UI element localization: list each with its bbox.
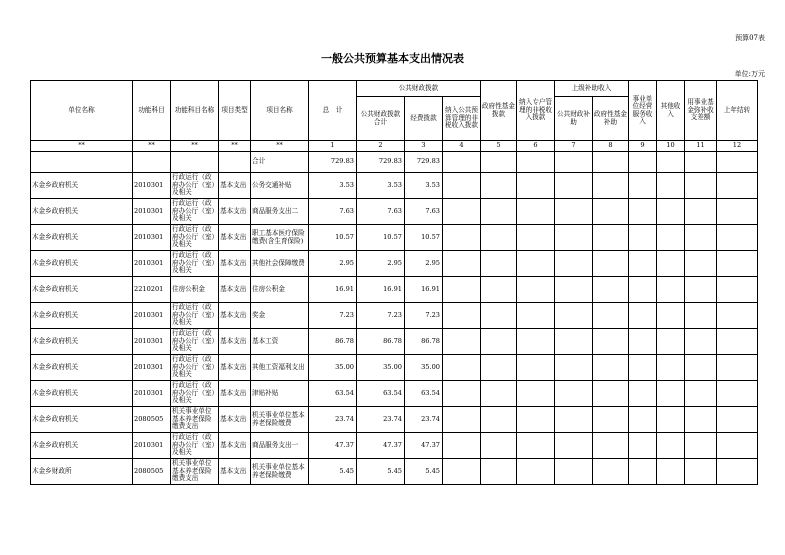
empty-cell bbox=[657, 381, 685, 407]
unit-name-cell: 木金乡财政所 bbox=[31, 459, 133, 485]
empty-cell bbox=[629, 381, 657, 407]
index-cell: 12 bbox=[717, 141, 758, 152]
table-header bbox=[31, 81, 758, 152]
index-cell: ** bbox=[31, 141, 133, 152]
empty-cell bbox=[657, 407, 685, 433]
unit-name-cell: 木金乡政府机关 bbox=[31, 173, 133, 199]
table-row bbox=[31, 433, 758, 459]
empty-cell bbox=[593, 329, 629, 355]
form-number: 预算07表 bbox=[735, 34, 765, 42]
empty-cell bbox=[443, 173, 481, 199]
funding-cell: 23.74 bbox=[405, 407, 443, 433]
item-name-cell: 商品服务支出二 bbox=[251, 199, 309, 225]
table-row bbox=[31, 199, 758, 225]
table-row bbox=[31, 407, 758, 433]
func-name-cell: 行政运行（政府办公厅（室）及相关 bbox=[171, 433, 219, 459]
func-name-cell: 行政运行（政府办公厅（室）及相关 bbox=[171, 251, 219, 277]
func-name-cell: 住房公积金 bbox=[171, 277, 219, 303]
empty-cell bbox=[443, 381, 481, 407]
empty-cell bbox=[555, 407, 593, 433]
empty-cell bbox=[685, 433, 717, 459]
funding-cell: 47.37 bbox=[405, 433, 443, 459]
funding-cell: 16.91 bbox=[405, 277, 443, 303]
func-code-cell: 2080505 bbox=[133, 459, 171, 485]
item-type-cell: 基本支出 bbox=[219, 199, 251, 225]
empty-cell bbox=[481, 329, 517, 355]
item-name-cell: 机关事业单位基本养老保险缴费 bbox=[251, 407, 309, 433]
header-us-public: 公共财政补助 bbox=[555, 97, 593, 141]
empty-cell bbox=[685, 381, 717, 407]
index-row bbox=[31, 141, 758, 152]
total-cell: 23.74 bbox=[309, 407, 357, 433]
table-row bbox=[31, 381, 758, 407]
table-row bbox=[31, 173, 758, 199]
total-cell: 3.53 bbox=[309, 173, 357, 199]
empty-cell bbox=[593, 459, 629, 485]
pf-total-cell: 3.53 bbox=[357, 173, 405, 199]
header-business-income: 事业单位经营服务收入 bbox=[629, 81, 657, 141]
func-name-cell: 行政运行（政府办公厅（室）及相关 bbox=[171, 355, 219, 381]
empty-cell bbox=[481, 381, 517, 407]
empty-cell bbox=[717, 433, 758, 459]
func-code-cell: 2010301 bbox=[133, 173, 171, 199]
pf-total-cell: 2.95 bbox=[357, 251, 405, 277]
index-cell: 1 bbox=[309, 141, 357, 152]
item-type-cell: 基本支出 bbox=[219, 433, 251, 459]
total-pf-value: 729.83 bbox=[357, 152, 405, 173]
header-pf-nontax: 纳入公共预算管理的非税收入拨款 bbox=[443, 97, 481, 141]
func-code-cell: 2010301 bbox=[133, 225, 171, 251]
total-cell: 47.37 bbox=[309, 433, 357, 459]
table-row bbox=[31, 303, 758, 329]
pf-total-cell: 5.45 bbox=[357, 459, 405, 485]
header-item-type: 项目类型 bbox=[219, 81, 251, 141]
empty-cell bbox=[685, 329, 717, 355]
empty-cell bbox=[481, 251, 517, 277]
item-name-cell: 其他社会保障缴费 bbox=[251, 251, 309, 277]
item-name-cell: 基本工资 bbox=[251, 329, 309, 355]
total-cell: 7.63 bbox=[309, 199, 357, 225]
empty-cell bbox=[517, 303, 555, 329]
total-cell: 10.57 bbox=[309, 225, 357, 251]
empty-cell bbox=[481, 277, 517, 303]
header-fund-use: 用事业基金弥补收支差额 bbox=[685, 81, 717, 141]
index-cell: 4 bbox=[443, 141, 481, 152]
empty-cell bbox=[629, 459, 657, 485]
empty-cell bbox=[443, 225, 481, 251]
empty-cell bbox=[629, 407, 657, 433]
func-code-cell: 2010301 bbox=[133, 303, 171, 329]
empty-cell bbox=[685, 277, 717, 303]
func-code-cell: 2210201 bbox=[133, 277, 171, 303]
func-code-cell: 2010301 bbox=[133, 251, 171, 277]
func-code-cell: 2010301 bbox=[133, 381, 171, 407]
item-name-cell: 住房公积金 bbox=[251, 277, 309, 303]
empty-cell bbox=[685, 459, 717, 485]
empty-cell bbox=[685, 199, 717, 225]
item-name-cell: 机关事业单位基本养老保险缴费 bbox=[251, 459, 309, 485]
empty-cell bbox=[593, 251, 629, 277]
empty-cell bbox=[481, 303, 517, 329]
empty-cell bbox=[629, 199, 657, 225]
empty-cell bbox=[517, 433, 555, 459]
unit-label: 单位:万元 bbox=[734, 70, 765, 78]
func-code-cell: 2010301 bbox=[133, 355, 171, 381]
empty-cell bbox=[593, 199, 629, 225]
total-cell: 86.78 bbox=[309, 329, 357, 355]
empty-cell bbox=[481, 407, 517, 433]
func-name-cell: 行政运行（政府办公厅（室）及相关 bbox=[171, 173, 219, 199]
unit-name-cell: 木金乡政府机关 bbox=[31, 407, 133, 433]
header-gov-fund: 政府性基金拨款 bbox=[481, 81, 517, 141]
header-carryover: 上年结转 bbox=[717, 81, 758, 141]
pf-total-cell: 7.23 bbox=[357, 303, 405, 329]
empty-cell bbox=[629, 355, 657, 381]
total-cell: 5.45 bbox=[309, 459, 357, 485]
header-special-nontax: 纳入专户管理的非税收入拨款 bbox=[517, 81, 555, 141]
item-type-cell: 基本支出 bbox=[219, 173, 251, 199]
table-row bbox=[31, 225, 758, 251]
header-upper-subsidy: 上级补助收入 bbox=[555, 81, 629, 97]
empty-cell bbox=[593, 173, 629, 199]
unit-name-cell: 木金乡政府机关 bbox=[31, 199, 133, 225]
empty-cell bbox=[555, 381, 593, 407]
empty-cell bbox=[481, 173, 517, 199]
pf-total-cell: 63.54 bbox=[357, 381, 405, 407]
func-name-cell: 机关事业单位基本养老保险缴费支出 bbox=[171, 407, 219, 433]
empty-cell bbox=[717, 173, 758, 199]
funding-cell: 2.95 bbox=[405, 251, 443, 277]
empty-cell bbox=[443, 199, 481, 225]
unit-name-cell: 木金乡政府机关 bbox=[31, 277, 133, 303]
empty-cell bbox=[685, 173, 717, 199]
empty-cell bbox=[657, 199, 685, 225]
item-type-cell: 基本支出 bbox=[219, 225, 251, 251]
total-label: 合计 bbox=[251, 152, 309, 173]
empty-cell bbox=[685, 303, 717, 329]
item-type-cell: 基本支出 bbox=[219, 303, 251, 329]
item-name-cell: 职工基本医疗保险缴费(含生育保险) bbox=[251, 225, 309, 251]
item-type-cell: 基本支出 bbox=[219, 381, 251, 407]
item-name-cell: 其他工资福利支出 bbox=[251, 355, 309, 381]
pf-total-cell: 86.78 bbox=[357, 329, 405, 355]
header-func-name: 功能科目名称 bbox=[171, 81, 219, 141]
pf-total-cell: 10.57 bbox=[357, 225, 405, 251]
index-cell: 5 bbox=[481, 141, 517, 152]
empty-cell bbox=[685, 407, 717, 433]
empty-cell bbox=[657, 225, 685, 251]
empty-cell bbox=[717, 199, 758, 225]
empty-cell bbox=[629, 173, 657, 199]
empty-cell bbox=[481, 199, 517, 225]
empty-cell bbox=[717, 277, 758, 303]
pf-total-cell: 47.37 bbox=[357, 433, 405, 459]
empty-cell bbox=[629, 329, 657, 355]
empty-cell bbox=[593, 355, 629, 381]
func-code-cell: 2010301 bbox=[133, 433, 171, 459]
expenditure-table bbox=[30, 80, 758, 485]
empty-cell bbox=[555, 459, 593, 485]
table-row bbox=[31, 355, 758, 381]
total-cell: 35.00 bbox=[309, 355, 357, 381]
funding-cell: 7.63 bbox=[405, 199, 443, 225]
empty-cell bbox=[443, 329, 481, 355]
func-name-cell: 机关事业单位基本养老保险缴费支出 bbox=[171, 459, 219, 485]
funding-cell: 7.23 bbox=[405, 303, 443, 329]
index-cell: ** bbox=[171, 141, 219, 152]
index-cell: ** bbox=[219, 141, 251, 152]
empty-cell bbox=[685, 225, 717, 251]
table-row bbox=[31, 277, 758, 303]
page-title: 一般公共预算基本支出情况表 bbox=[321, 52, 464, 65]
empty-cell bbox=[593, 407, 629, 433]
funding-cell: 10.57 bbox=[405, 225, 443, 251]
empty-cell bbox=[555, 251, 593, 277]
item-name-cell: 奖金 bbox=[251, 303, 309, 329]
header-other-income: 其他收入 bbox=[657, 81, 685, 141]
unit-name-cell: 木金乡政府机关 bbox=[31, 433, 133, 459]
total-cell: 16.91 bbox=[309, 277, 357, 303]
index-cell: 11 bbox=[685, 141, 717, 152]
unit-name-cell: 木金乡政府机关 bbox=[31, 329, 133, 355]
unit-name-cell: 木金乡政府机关 bbox=[31, 225, 133, 251]
func-code-cell: 2080505 bbox=[133, 407, 171, 433]
funding-cell: 63.54 bbox=[405, 381, 443, 407]
empty-cell bbox=[517, 225, 555, 251]
item-name-cell: 津贴补贴 bbox=[251, 381, 309, 407]
item-type-cell: 基本支出 bbox=[219, 459, 251, 485]
item-name-cell: 公务交通补贴 bbox=[251, 173, 309, 199]
item-name-cell: 商品服务支出一 bbox=[251, 433, 309, 459]
empty-cell bbox=[555, 329, 593, 355]
unit-name-cell: 木金乡政府机关 bbox=[31, 251, 133, 277]
empty-cell bbox=[657, 329, 685, 355]
empty-cell bbox=[717, 303, 758, 329]
funding-cell: 5.45 bbox=[405, 459, 443, 485]
header-pf-total: 公共财政拨款合计 bbox=[357, 97, 405, 141]
empty-cell bbox=[481, 459, 517, 485]
unit-name-cell: 木金乡政府机关 bbox=[31, 303, 133, 329]
header-us-fund: 政府性基金补助 bbox=[593, 97, 629, 141]
unit-name-cell: 木金乡政府机关 bbox=[31, 355, 133, 381]
empty-cell bbox=[517, 173, 555, 199]
empty-cell bbox=[593, 381, 629, 407]
func-name-cell: 行政运行（政府办公厅（室）及相关 bbox=[171, 381, 219, 407]
header-total: 总 计 bbox=[309, 81, 357, 141]
index-cell: 2 bbox=[357, 141, 405, 152]
item-type-cell: 基本支出 bbox=[219, 251, 251, 277]
empty-cell bbox=[481, 433, 517, 459]
index-cell: 9 bbox=[629, 141, 657, 152]
empty-cell bbox=[443, 355, 481, 381]
empty-cell bbox=[517, 381, 555, 407]
item-type-cell: 基本支出 bbox=[219, 277, 251, 303]
empty-cell bbox=[443, 277, 481, 303]
index-cell: 8 bbox=[593, 141, 629, 152]
empty-cell bbox=[517, 277, 555, 303]
empty-cell bbox=[657, 355, 685, 381]
func-name-cell: 行政运行（政府办公厅（室）及相关 bbox=[171, 225, 219, 251]
empty-cell bbox=[657, 251, 685, 277]
empty-cell bbox=[443, 303, 481, 329]
empty-cell bbox=[685, 355, 717, 381]
empty-cell bbox=[443, 433, 481, 459]
index-cell: ** bbox=[251, 141, 309, 152]
empty-cell bbox=[685, 251, 717, 277]
empty-cell bbox=[593, 303, 629, 329]
empty-cell bbox=[717, 251, 758, 277]
empty-cell bbox=[717, 355, 758, 381]
empty-cell bbox=[717, 381, 758, 407]
header-pf-funding: 经费拨款 bbox=[405, 97, 443, 141]
empty-cell bbox=[555, 225, 593, 251]
index-cell: 3 bbox=[405, 141, 443, 152]
empty-cell bbox=[517, 407, 555, 433]
func-name-cell: 行政运行（政府办公厅（室）及相关 bbox=[171, 329, 219, 355]
empty-cell bbox=[657, 173, 685, 199]
header-unit-name: 单位名称 bbox=[31, 81, 133, 141]
func-name-cell: 行政运行（政府办公厅（室）及相关 bbox=[171, 303, 219, 329]
empty-cell bbox=[629, 433, 657, 459]
empty-cell bbox=[555, 173, 593, 199]
empty-cell bbox=[657, 433, 685, 459]
header-public-fiscal: 公共财政拨款 bbox=[357, 81, 481, 97]
empty-cell bbox=[717, 407, 758, 433]
empty-cell bbox=[517, 355, 555, 381]
empty-cell bbox=[481, 225, 517, 251]
pf-total-cell: 23.74 bbox=[357, 407, 405, 433]
empty-cell bbox=[717, 459, 758, 485]
pf-total-cell: 16.91 bbox=[357, 277, 405, 303]
empty-cell bbox=[555, 433, 593, 459]
index-cell: ** bbox=[133, 141, 171, 152]
total-cell: 2.95 bbox=[309, 251, 357, 277]
empty-cell bbox=[555, 199, 593, 225]
index-cell: 10 bbox=[657, 141, 685, 152]
header-func-code: 功能科目 bbox=[133, 81, 171, 141]
funding-cell: 35.00 bbox=[405, 355, 443, 381]
empty-cell bbox=[629, 251, 657, 277]
empty-cell bbox=[657, 303, 685, 329]
index-cell: 6 bbox=[517, 141, 555, 152]
empty-cell bbox=[517, 459, 555, 485]
funding-cell: 86.78 bbox=[405, 329, 443, 355]
empty-cell bbox=[443, 459, 481, 485]
item-type-cell: 基本支出 bbox=[219, 407, 251, 433]
empty-cell bbox=[555, 355, 593, 381]
empty-cell bbox=[717, 329, 758, 355]
empty-cell bbox=[629, 225, 657, 251]
empty-cell bbox=[593, 277, 629, 303]
item-type-cell: 基本支出 bbox=[219, 355, 251, 381]
table-row bbox=[31, 459, 758, 485]
empty-cell bbox=[555, 277, 593, 303]
empty-cell bbox=[443, 407, 481, 433]
empty-cell bbox=[517, 329, 555, 355]
header-item-name: 项目名称 bbox=[251, 81, 309, 141]
empty-cell bbox=[517, 251, 555, 277]
pf-total-cell: 7.63 bbox=[357, 199, 405, 225]
funding-cell: 3.53 bbox=[405, 173, 443, 199]
table-body bbox=[31, 152, 758, 485]
empty-cell bbox=[593, 225, 629, 251]
empty-cell bbox=[629, 277, 657, 303]
total-funding-value: 729.83 bbox=[405, 152, 443, 173]
empty-cell bbox=[481, 355, 517, 381]
table-row bbox=[31, 251, 758, 277]
total-value: 729.83 bbox=[309, 152, 357, 173]
empty-cell bbox=[555, 303, 593, 329]
empty-cell bbox=[657, 459, 685, 485]
total-cell: 63.54 bbox=[309, 381, 357, 407]
empty-cell bbox=[717, 225, 758, 251]
func-code-cell: 2010301 bbox=[133, 199, 171, 225]
func-name-cell: 行政运行（政府办公厅（室）及相关 bbox=[171, 199, 219, 225]
total-cell: 7.23 bbox=[309, 303, 357, 329]
empty-cell bbox=[657, 277, 685, 303]
item-type-cell: 基本支出 bbox=[219, 329, 251, 355]
table-row-total bbox=[31, 152, 758, 173]
unit-name-cell: 木金乡政府机关 bbox=[31, 381, 133, 407]
pf-total-cell: 35.00 bbox=[357, 355, 405, 381]
empty-cell bbox=[593, 433, 629, 459]
func-code-cell: 2010301 bbox=[133, 329, 171, 355]
empty-cell bbox=[517, 199, 555, 225]
table-row bbox=[31, 329, 758, 355]
empty-cell bbox=[629, 303, 657, 329]
index-cell: 7 bbox=[555, 141, 593, 152]
empty-cell bbox=[443, 251, 481, 277]
